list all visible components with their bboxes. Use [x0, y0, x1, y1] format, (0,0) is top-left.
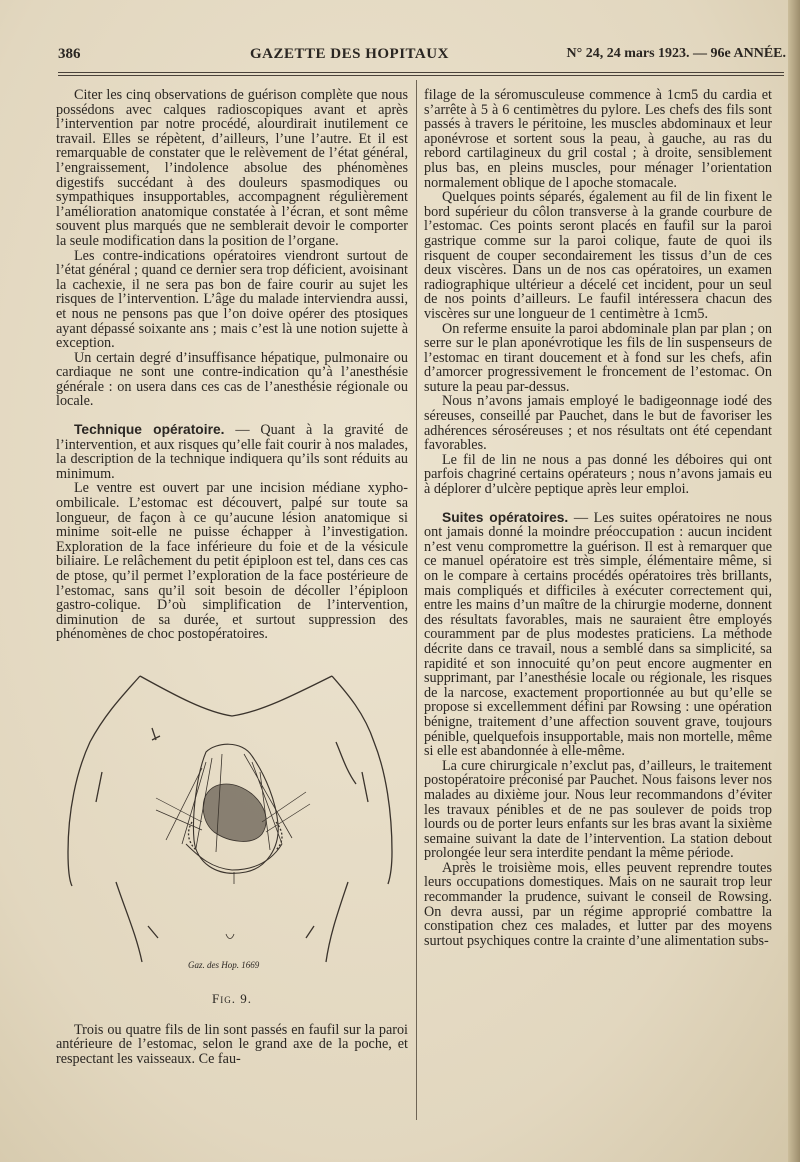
paragraph: Quelques points séparés, également au fil de lin fixent le bord supérieur du côlon transverse à la grande courbure de l’estomac. Ces points seront placés en faufil sur la paroi gastrique comme sur la paroi colique, faute de quoi ils risquent de couper secondairement les tissus d’un de ces deux viscères. Dans un de nos cas opératoires, un examen radiographique ultérieur a décelé cet incident, pour un seul de nos points d’ailleurs. Le faufil intéressera chacun des viscères sur une longueur de 1 centimètre à 1cm5. [424, 189, 772, 322]
paragraph: Trois ou quatre fils de lin sont passés en faufil sur la paroi antérieure de l’estomac, selon le grand axe de la poche, et respectant les vaisseaux. Ce fau- [56, 1021, 408, 1067]
running-header [58, 44, 786, 68]
suites-text: — Les suites opératoires ne nous ont jamais donné la moindre préoccupation : aucun incident n’est venu compromettre la guérison. Il est à remarquer que ce manuel opératoire est très simple, élémentaire même, si on le compare à certains procédés opératoires très brillants, mais compliqués et difficiles à exécuter correctement qui, entre les mains d’un maître de la chirurgie moderne, donnent des résultats favorables, mais ne sauraient être employés couramment par de plus modestes praticiens. La méthode décrite dans ce travail, nous a semblé dans sa simplicité, sa rapidité et son innocuité qu’on peut encore augmenter en supprimant, par l’anesthésie locale ou régionale, les risques de la narcose, exactement proportionnée au but qu’elle se propose si excellemment défini par Rowsing : une opération bénigne, traitement d’une affection souvent grave, toujours pénible, quelquefois insupportable, mais non mortelle, même si elle est abandonnée à elle-même. [424, 509, 772, 760]
paragraph: La cure chirurgicale n’exclut pas, d’ailleurs, le traitement postopératoire préconisé par Pauchet. Nous faisons lever nos malades au dixième jour. Nous leur recommandons d’éviter les travaux pénibles et de ne pas soulever de poids trop lourds ou de porter leurs enfants sur les bras avant la sixième semaine suivant la date de l’intervention. La station debout prolongée leur sera interdite pendant la même période. [424, 757, 772, 862]
header-rule [58, 72, 784, 76]
paragraph: Nous n’avons jamais employé le badigeonnage iodé des séreuses, conseillé par Pauchet, dans le but de favoriser les adhérences séroséreuses ; et nos résultats ont été cependant favorables. [424, 393, 772, 454]
paragraph: Citer les cinq observations de guérison complète que nous possédons avec calques radioscopiques avant et après l’intervention par notre procédé, alourdirait inutilement ce travail. Elles se répètent, d’ailleurs, l’une l’autre. Et il est remarquable de constater que le relèvement de l’état général, l’engraissement, l’indolence absolue des phénomènes digestifs succédant à des douleurs spasmodiques ou sympathiques insupportables, accompagnent régulièrement l’amélioration anatomique constatée à l’écran, et sont même souvent plus marqués que ne semblerait devoir le comporter la seule modification dans la position de l’organe. [56, 87, 408, 249]
paragraph: On referme ensuite la paroi abdominale plan par plan ; on serre sur le plan aponévrotique les fils de lin suspenseurs de l’estomac en tirant doucement et à fond sur les chefs, afin d’amorcer progressivement le froncement de l’estomac. On suture la peau par-dessus. [424, 320, 772, 395]
paragraph: Le ventre est ouvert par une incision médiane xypho-ombilicale. L’estomac est découvert, palpé sur toute sa longueur, de façon à ce qu’aucune lésion anatomique si minime soit-elle ne puisse échapper à l’investigation. Exploration de la face inférieure du foie et de la vésicule biliaire. Le relâchement du petit épiploon est tel, dans ces cas de ptose, qu’il permet l’exploration de la face postérieure de l’estomac, sans qu’il soit besoin de décoller l’épiploon gastro-colique. D’où simplification de l’intervention, diminution de sa durée, et surtout suppression des phénomènes de choc postopératoires. [56, 480, 408, 643]
paragraph: Le fil de lin ne nous a pas donné les déboires qui ont parfois chagriné certains opérateurs ; nous n’avons jamais eu à déplorer d’ulcère peptique après leur emploi. [424, 451, 772, 498]
page-number: 386 [58, 46, 81, 62]
torso-illustration [56, 672, 408, 986]
surgical-figure [56, 672, 408, 986]
paragraph: filage de la séromusculeuse commence à 1cm5 du cardia et s’arrête à 5 à 6 centimètres du pylore. Les chefs des fils sont passés à travers le péritoine, les muscles abdominaux et leur aponévrose et sortent sous la peau, à gauche, au ras du rebord cartilagineux du gril costal ; à droite, sensiblement plus bas, en pleins muscles, pour ménager l’orientation normalement oblique de l apoche stomacale. [424, 87, 772, 191]
page-edge-shadow [788, 0, 800, 1162]
left-column [56, 88, 408, 1066]
figure-signature: Gaz. des Hop. 1669 [188, 959, 260, 970]
section-heading-suites: Suites opératoires. [442, 509, 569, 525]
paragraph-technique [56, 423, 408, 481]
figure-caption: Fig. 9. [212, 990, 252, 1006]
paragraph: Un certain degré d’insuffisance hépatique, pulmonaire ou cardiaque ne sont une contre-indication qu’à l’anesthésie générale : on usera dans ces cas de l’anesthésie régionale ou locale. [56, 349, 408, 410]
paragraph: Les contre-indications opératoires viendront surtout de l’état général ; quand ce dernier sera trop déficient, avoisinant la cachexie, il ne sera pas bon de faire courir au sujet les risques de l’intervention. L’âge du malade interviendra aussi, et nous ne pensons pas que l’on doive opérer des ptosiques ayant dépassé soixante ans ; mais c’est là une notion sujette à exception. [56, 247, 408, 352]
journal-title: GAZETTE DES HOPITAUX [250, 46, 449, 62]
paragraph-suites [424, 511, 772, 759]
column-divider [416, 80, 417, 1120]
section-heading-technique: Technique opératoire. [74, 422, 225, 438]
issue-info: N° 24, 24 mars 1923. — 96e ANNÉE. [566, 46, 786, 61]
right-column [424, 88, 772, 948]
paragraph: Après le troisième mois, elles peuvent reprendre toutes leurs occupations domestiques. Mais on ne saurait trop leur recommander la prudence, suivant le conseil de Rowsing. On devra aussi, par un régime approprié combattre la constipation chez ces malades, et lutter par des moyens surtout psychiques contre la crainte d’une alimentation subs- [424, 859, 772, 949]
technique-text: — Quant à la gravité de l’intervention, et aux risques qu’elle fait courir à nos malades, la description de la technique indiquera qu’ils sont réduits au minimum. [56, 422, 408, 482]
